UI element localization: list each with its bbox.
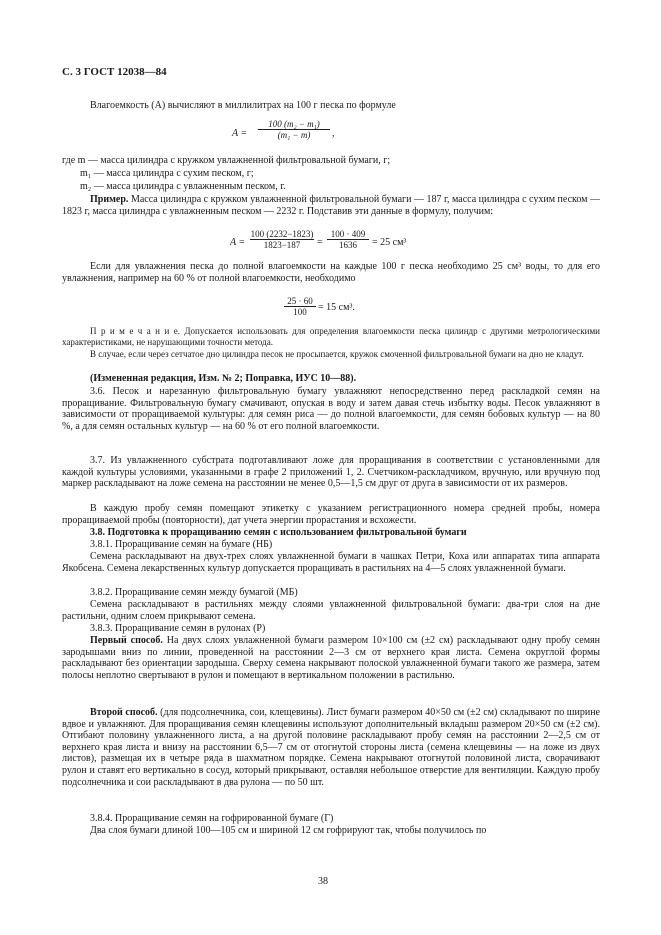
section-3-8-4-heading: 3.8.4. Проращивание семян на гофрированной бумаге (Г) (90, 813, 334, 824)
section-3-8-3-heading: 3.8.3. Проращивание семян в рулонах (Р) (90, 623, 266, 634)
method-1-paragraph (62, 635, 600, 681)
formula2-eq: = (317, 237, 323, 248)
example-label: Пример. (90, 194, 129, 205)
where-line-1: где m — масса цилиндра с кружком увлажненной фильтровальной бумаги, г; (62, 155, 391, 166)
formula3-fraction (284, 296, 316, 317)
section-3-8-1-heading: 3.8.1. Проращивание семян на бумаге (НБ) (90, 539, 273, 550)
page-header: С. 3 ГОСТ 12038—84 (62, 66, 167, 78)
section-3-8-1-text: Семена раскладывают на двух-трех слоях увлажненной бумаги в чашках Петри, Коха или аппаратах типа аппарата Якобсена. Семена лекарственных культур допускается проращивать в растильнях на 4—5 слоях увлажненной бумаги. (62, 551, 600, 574)
formula1-fraction (258, 119, 330, 140)
method-2-paragraph (62, 707, 600, 788)
formula2-den2: 1636 (327, 239, 369, 250)
note-label: П р и м е ч а н и е. (90, 326, 180, 336)
formula3-denominator: 100 (284, 306, 316, 317)
method-2-label: Второй способ. (90, 707, 158, 718)
method-1-label: Первый способ. (90, 635, 163, 646)
section-3-8-4-text: Два слоя бумаги длиной 100—105 см и шириной 12 см гофрируют так, чтобы получилось по (90, 825, 487, 836)
moisture-paragraph: Если для увлажнения песка до полной влагоемкости на каждые 100 г песка необходимо 25 см³ воды, то для его увлажнения, например на 60 % от полной влагоемкости, необходимо (62, 261, 600, 284)
formula1-lhs: A = (232, 128, 248, 139)
example-paragraph (62, 194, 600, 217)
formula1-numerator: 100 (m₂ − m₁) (268, 119, 320, 129)
section-3-8-heading: 3.8. Подготовка к проращиванию семян с использованием фильтровальной бумаги (90, 527, 467, 538)
revision-note: (Измененная редакция, Изм. № 2; Поправка, ИУС 10—88). (90, 373, 357, 384)
where-line-3: m₂ — масса цилиндра с увлажненным песком, г. (80, 181, 286, 192)
formula2-fraction-1 (250, 229, 314, 250)
method-1-text: На двух слоях увлажненной бумаги размером 10×100 см (±2 см) раскладывают одну пробу семян зародышами вниз по линии, проведенной на расстоянии 2—3 см от верхнего края листа. Семена округлой формы раскладывают без ориентации зародыша. Сверху семена накрывают полоской увлажненной бумаги такого же размера, затем полосы неплотно свертывают в рулон и помещают в вертикальном положении в растильню. (62, 635, 601, 681)
formula3-result: = 15 см³. (318, 302, 355, 313)
note-paragraph (62, 326, 600, 348)
formula2-lhs: A = (230, 237, 246, 248)
formula2-num2: 100 · 409 (330, 229, 366, 239)
where-line-2: m₁ — масса цилиндра с сухим песком, г; (80, 168, 254, 179)
formula2-den1: 1823−187 (250, 239, 314, 250)
section-3-8-2-heading: 3.8.2. Проращивание семян между бумагой (МБ) (90, 587, 298, 598)
formula3-numerator: 25 · 60 (287, 296, 313, 306)
example-text: Масса цилиндра с кружком увлажненной фильтровальной бумаги — 187 г, масса цилиндра с сухим песком — 1823 г, масса цилиндра с увлажненным песком — 2232 г. Подставив эти данные в формулу, получим: (62, 194, 601, 217)
formula1-tail: , (332, 128, 335, 139)
section-3-7-labels: В каждую пробу семян помещают этикетку с указанием регистрационного номера средней пробы, номера проращиваемой пробы (повторности), дат учета энергии прорастания и всхожести. (62, 503, 600, 526)
formula2-result: = 25 см³ (372, 237, 407, 248)
section-3-7: 3.7. Из увлажненного субстрата подготавливают ложе для проращивания в соответствии с установленными для каждой культуры условиями, указанными в графе 2 приложений 1, 2. Счетчиком-раскладчиком, вручную, или вручную под маркер раскладывают на ложе семена на расстоянии не менее 0,5—1,5 см друг от друга в зависимости от их размеров. (62, 455, 600, 490)
note2-paragraph: В случае, если через сетчатое дно цилиндра песок не просыпается, кружок смоченной фильтровальной бумаги на дно не кладут. (90, 349, 584, 359)
note-text: Допускается использовать для определения влагоемкости песка цилиндр с другими метрологическими характеристиками, не нарушающими точности метода. (62, 326, 600, 347)
section-3-6: 3.6. Песок и нарезанную фильтровальную бумагу увлажняют непосредственно перед раскладкой семян на проращивание. Фильтровальную бумагу смачивают, опуская в воду и затем давая стечь избытку воды. Песок увлажняют в зависимости от проращиваемой культуры: для семян риса — до полной влагоемкости, для семян бобовых культур — на 80 %, а для семян остальных культур — на 60 % от его полной влагоемкости. (62, 386, 600, 432)
page-number: 38 (318, 876, 328, 887)
formula1-denominator: (m₁ − m) (258, 129, 330, 140)
method-2-text: (для подсолнечника, сои, клещевины). Лист бумаги размером 40×50 см (±2 см) складывают по ширине вдвое и увлажняют. Для проращивания семян клещевины используют дополнительный вкладыш размером 20×50 см (±2 см). Отгибают половину увлажненного листа, а на другой половине раскладывают пробу семян на расстоянии 2—2,5 см от верхнего края листа и внизу на расстоянии 6,5—7 см от отогнутой стороны листа (семена клещевины — на ложе из двух листов), размещая их в четыре ряда в шахматном порядке. Семена накрывают отогнутой половиной листа, сворачивают рулон и ставят его вертикально в сосуд, который прикрывают, оставляя небольшое отверстие для вентиляции. Каждую пробу подсолнечника и сои раскладывают в два рулона — по 50 шт. (62, 707, 600, 788)
formula2-fraction-2 (327, 229, 369, 250)
formula2-num1: 100 (2232−1823) (250, 229, 314, 239)
intro-paragraph: Влагоемкость (А) вычисляют в миллилитрах на 100 г песка по формуле (90, 100, 396, 111)
section-3-8-2-text: Семена раскладывают в растильнях между слоями увлажненной фильтровальной бумаги: два-три слоя на дне растильни, одним слоем прикрывают семена. (62, 599, 600, 622)
